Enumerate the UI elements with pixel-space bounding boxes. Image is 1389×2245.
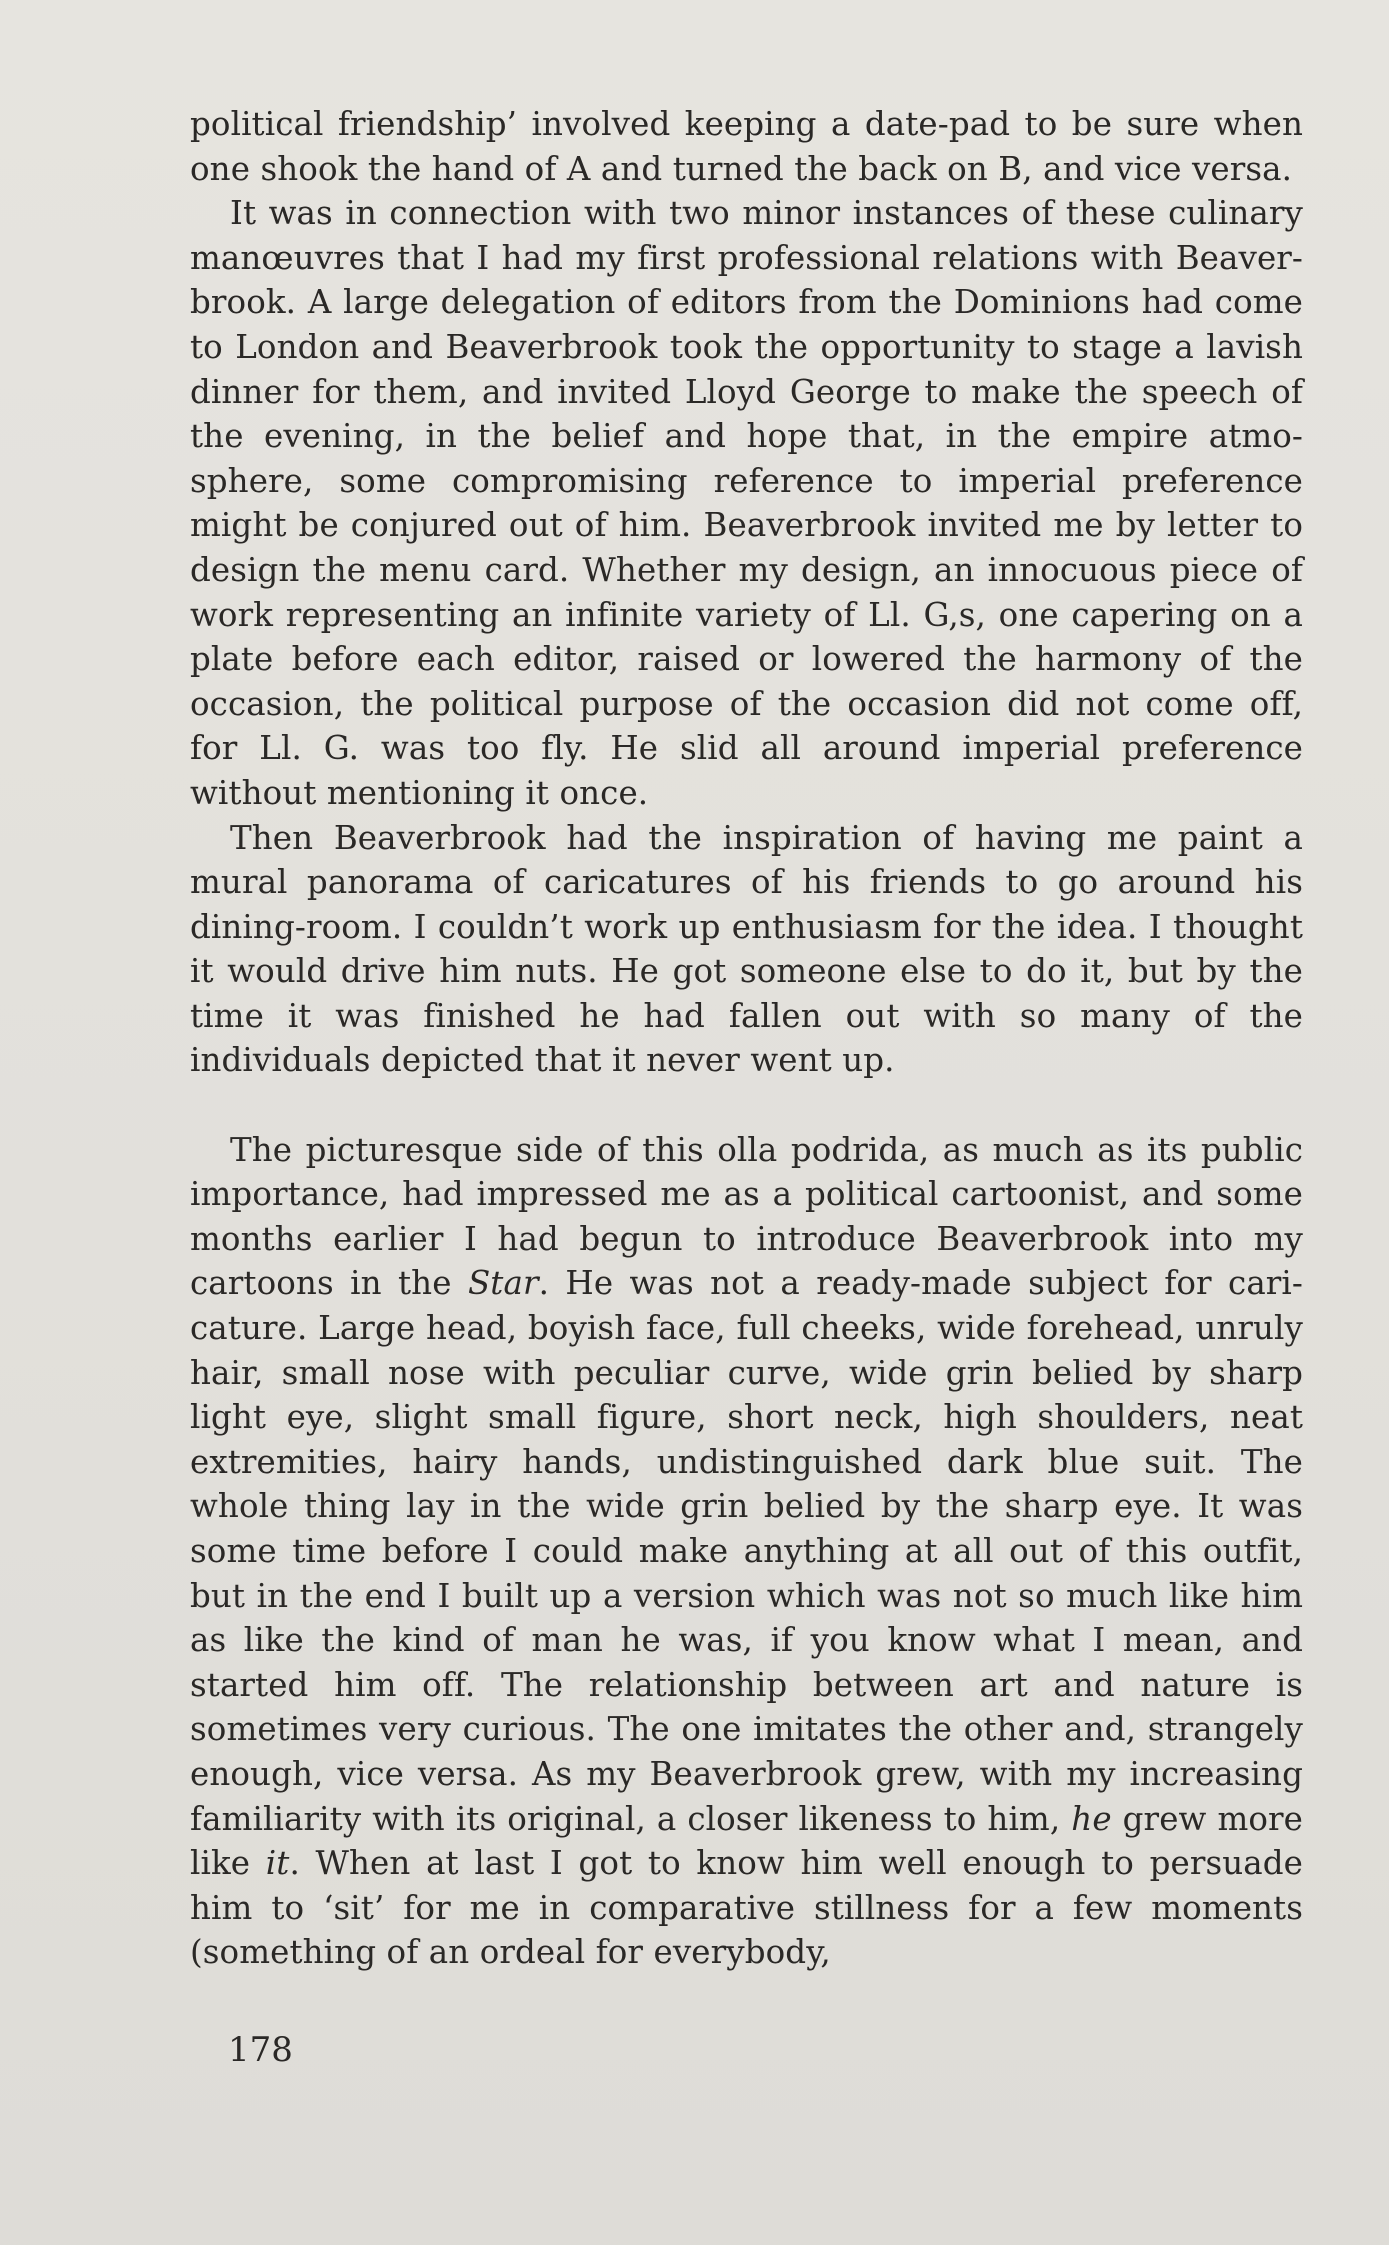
- text-run: grew more like: [190, 1799, 1303, 1883]
- text-run: . He was not a ready-made subject for cari-cature. Large head, boyish face, full cheeks, wide forehead, unruly hair, small nose with peculiar curve, wide grin belied by sharp light eye, slight small figure, short neck, high shoulders, neat extremities, hairy hands, undistinguished dark blue suit. The whole thing lay in the wide grin belied by the sharp eye. It was some time before I could make anything at all out of this outfit, but in the end I built up a version which was not so much like him as like the kind of man he was, if you know what I mean, and started him off. The relationship between art and nature is sometimes very curious. The one imitates the other and, strangely enough, vice versa. As my Beaverbrook grew, with my increasing familiarity with its original, a closer likeness to him,: [190, 1264, 1304, 1838]
- page-number: 178: [228, 2030, 293, 2070]
- text-run: . When at last I got to know him well enough to persuade him to ‘sit’ for me in comparative stillness for a few moments (something of an ordeal for everybody,: [190, 1844, 1303, 1972]
- text-run: The picturesque side of this olla podrida, as much as its public importance, had impressed me as a political cartoonist, and some months earlier I had begun to introduce Beaverbrook into my cartoons in the: [190, 1130, 1303, 1303]
- italic-it: it: [265, 1844, 290, 1883]
- paragraph-menu-card: It was in connection with two minor instances of these culinary manœuvres that I had my first professional relations with Beaver-brook. A large delegation of editors from the Dominions had come to London and Beaverbrook took the opportunity to stage a lavish dinner for them, and invited Lloyd George to make the speech of the evening, in the belief and hope that, in the empire atmo-sphere, some compromising reference to imperial preference might be conjured out of him. Beaverbrook invited me by letter to design the menu card. Whether my design, an innocuous piece of work representing an infinite variety of Ll. G,s, one capering on a plate before each editor, raised or lowered the harmony of the occasion, the political purpose of the occasion did not come off, for Ll. G. was too fly. He slid all around imperial preference without mentioning it once.: [190, 194, 1303, 812]
- paragraph-mural: Then Beaverbrook had the inspiration of having me paint a mural panorama of caricatures of his friends to go around his dining-room. I couldn’t work up enthusiasm for the idea. I thought it would drive him nuts. He got someone else to do it, but by the time it was finished he had fallen out with so many of the individuals depicted that it never went up.: [190, 818, 1303, 1080]
- paragraph-continued: political friendship’ involved keeping a date-pad to be sure when one shook the hand of A and turned the back on B, and vice versa.: [190, 105, 1303, 188]
- italic-star: Star: [467, 1264, 539, 1303]
- body-text: [190, 102, 1303, 1975]
- italic-he: he: [1071, 1799, 1112, 1838]
- paragraph-caricature: [190, 1128, 1303, 1975]
